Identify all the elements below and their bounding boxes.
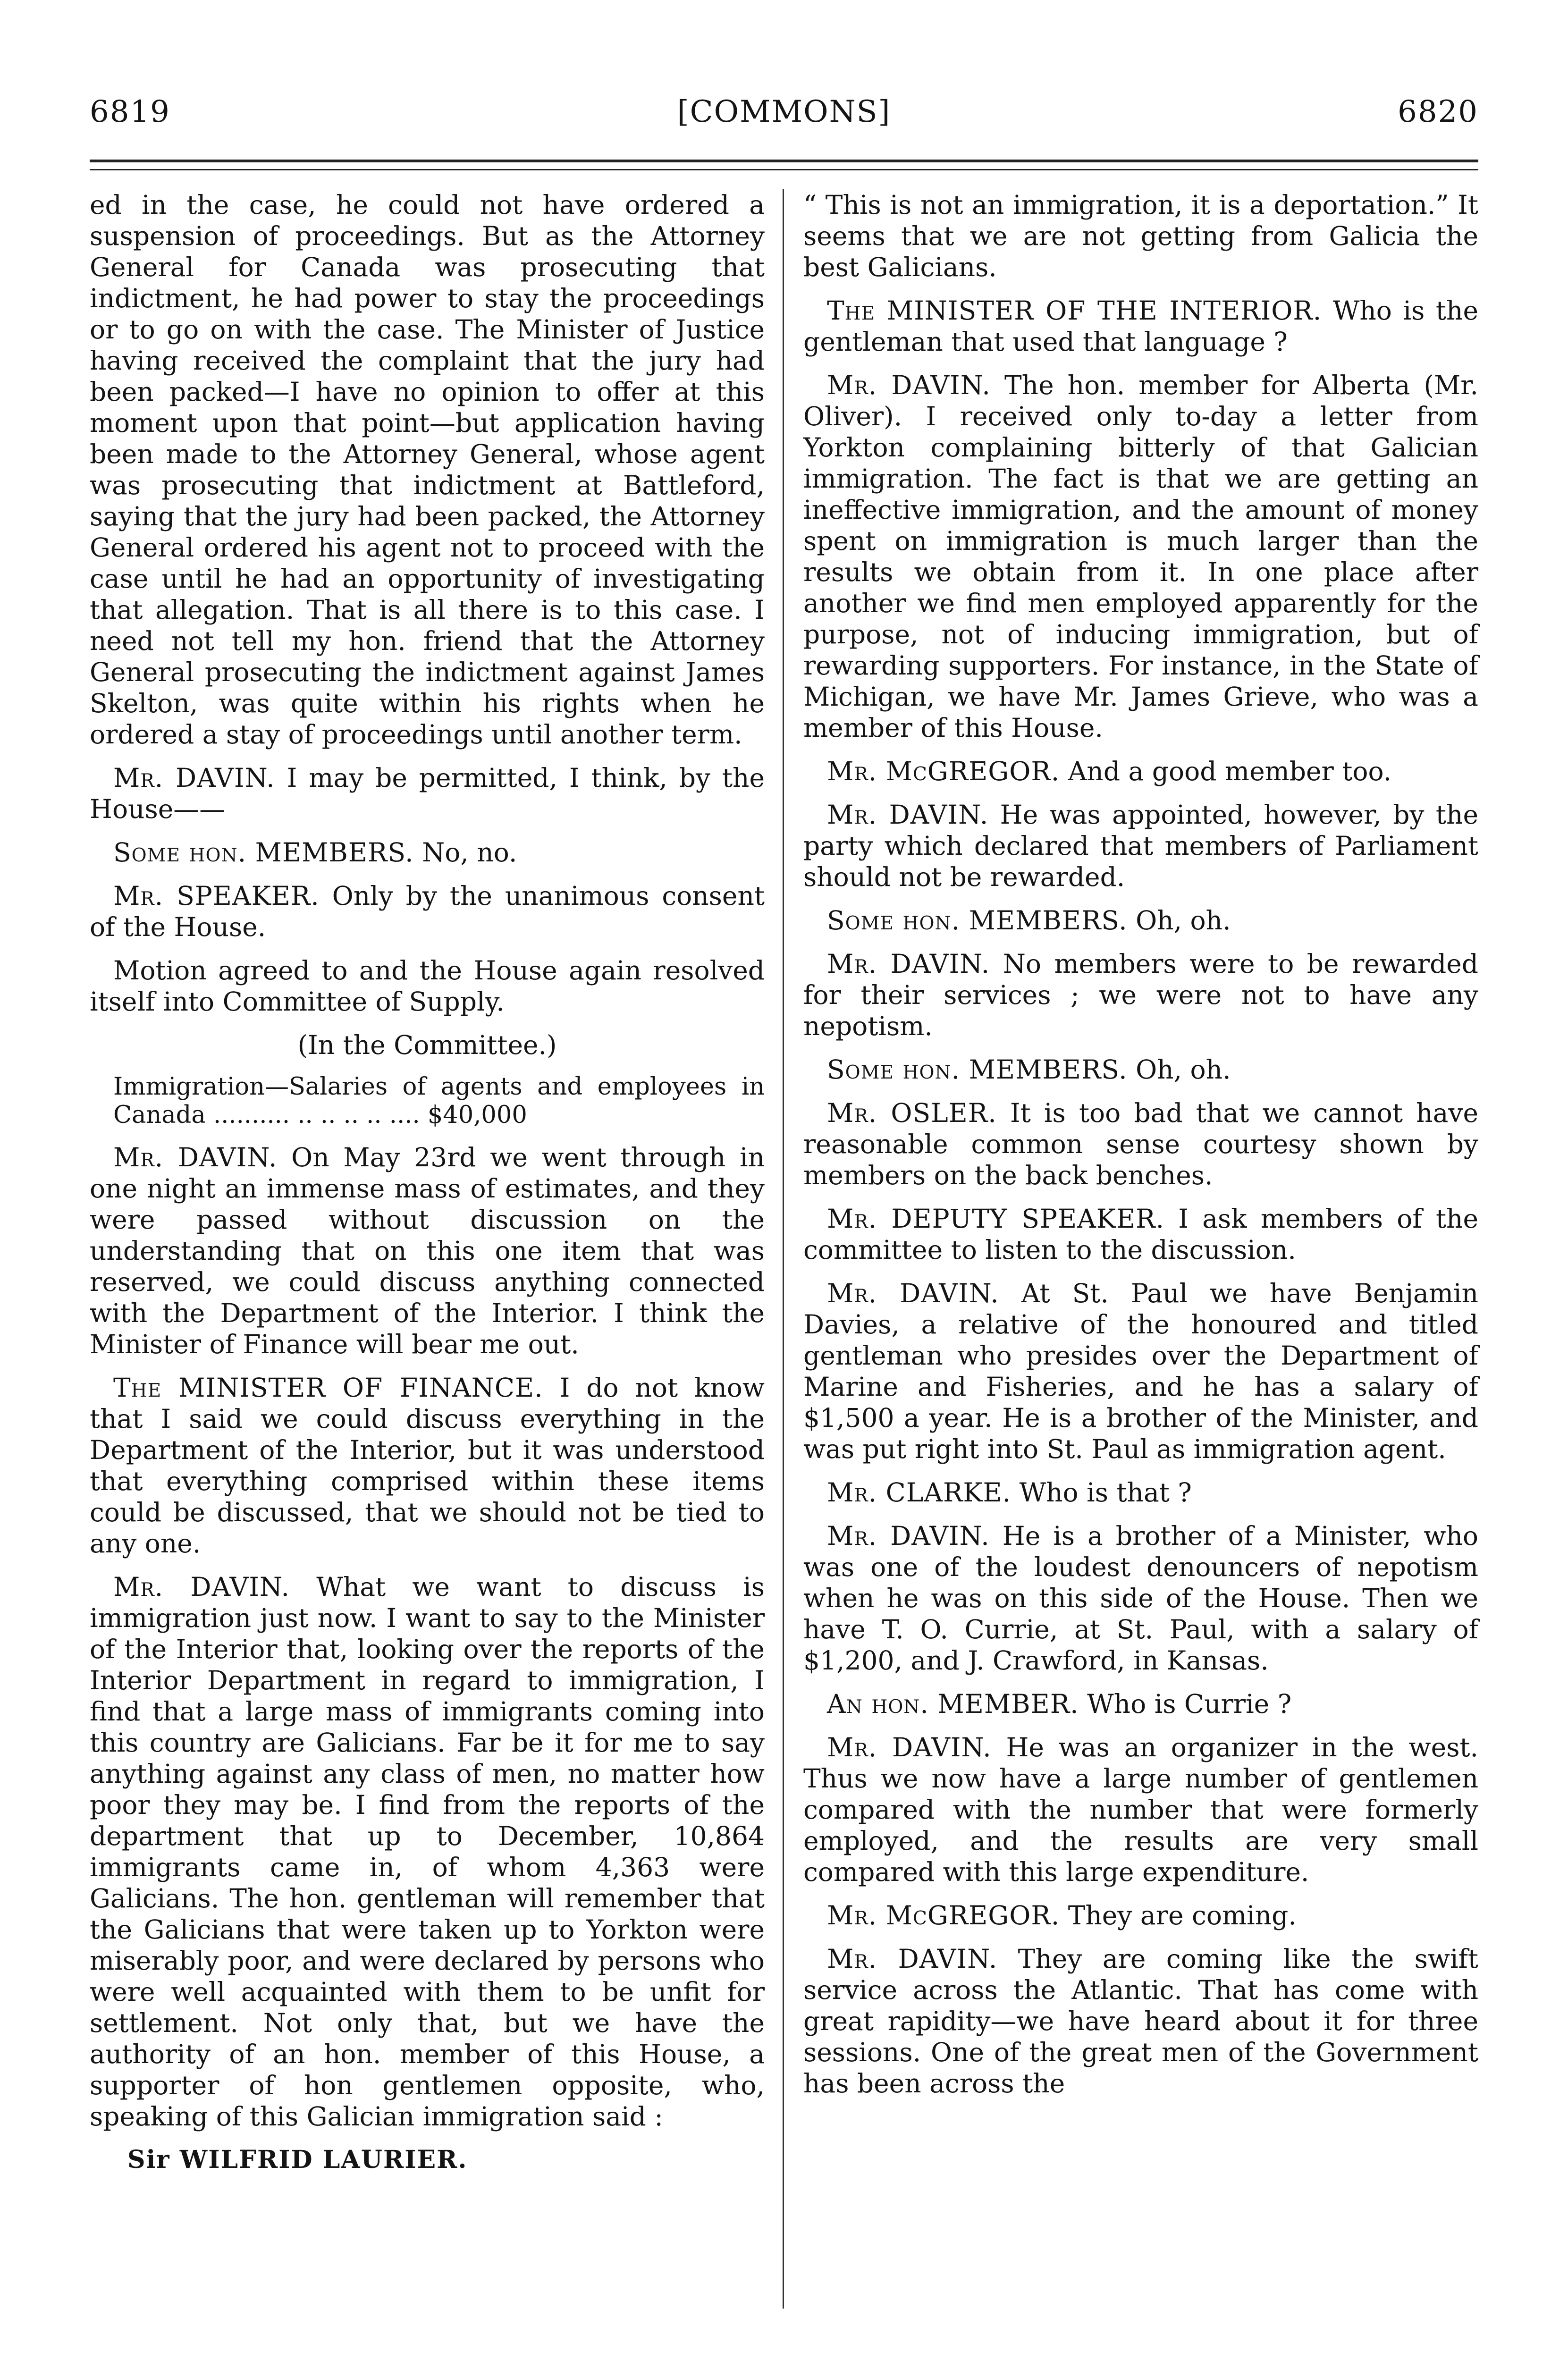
paragraph-text: Only by the unanimous consent of the House. [90, 881, 765, 942]
speaker-name: The MINISTER OF THE INTERIOR. [827, 295, 1322, 326]
paragraph [803, 1203, 1478, 1265]
catchword: Sir WILFRID LAURIER. [127, 2145, 468, 2174]
paragraph-text: The hon. member for Alberta (Mr. Oliver). I received only to-day a letter from Yorkton complaining bitterly of that Galician immigration. The fact is that we are getting an ineffective immigration, and the amount of money spent on immigration is much larger than the results we obtain from it. In one place after another we find men employed apparently for the purpose, not of inducing immigration, but of rewarding supporters. For instance, in the State of Michigan, we have Mr. James Grieve, who was a member of this House. [803, 370, 1478, 743]
paragraph [803, 948, 1478, 1042]
paragraph [803, 905, 1478, 936]
paragraph-text: He was appointed, however, by the party which declared that members of Parliament should not be rewarded. [803, 800, 1479, 892]
page-number-left: 6819 [90, 94, 170, 129]
page-number-right: 6820 [1398, 94, 1478, 129]
paragraph [90, 1142, 765, 1360]
paragraph [803, 1097, 1478, 1191]
column-divider [783, 189, 784, 2309]
speaker-name: Mr. CLARKE. [827, 1477, 1012, 1508]
paragraph [803, 189, 1478, 283]
speaker-name: Mr. DAVIN. [827, 1278, 999, 1308]
speaker-name: Mr. DAVIN. [113, 1572, 290, 1602]
paragraph [90, 1372, 765, 1559]
paragraph [803, 370, 1478, 743]
paragraph [803, 1477, 1478, 1508]
paragraph [803, 1688, 1478, 1719]
paragraph-text: Who is the gentleman that used that language ? [803, 295, 1478, 357]
paragraph-text: ed in the case, he could not have ordered a suspension of proceedings. But as the Attorney General for Canada was prosecuting that indictment, he had power to stay the proceedings or to go on with the case. The Minister of Justice having received the complaint that the jury had been packed—I have no opinion to offer at this moment upon that point—but application having been made to the Attorney General, whose agent was prosecuting that indictment at Battleford, saying that the jury had been packed, the Attorney General ordered his agent not to proceed with the case until he had an opportunity of investigating that allegation. That is all there is to this case. I need not tell my hon. friend that the Attorney General prosecuting the indictment against James Skelton, was quite within his rights when he ordered a stay of proceedings until another term. [90, 190, 765, 750]
paragraph-text: Oh, oh. [1136, 1054, 1231, 1085]
paragraph-text: Oh, oh. [1136, 905, 1231, 936]
right-column [803, 189, 1478, 2175]
paragraph-text: No, no. [422, 837, 517, 868]
paragraph-text: I ask members of the committee to listen to the discussion. [803, 1204, 1479, 1265]
paragraph [90, 189, 765, 750]
speaker-name: Mr. OSLER. [827, 1098, 997, 1128]
speaker-name: Mr. McGREGOR. [827, 756, 1060, 786]
paragraph-text: Who is Currie ? [1087, 1689, 1292, 1719]
paragraph-text: I do not know that I said we could discuss everything in the Department of the Interior, but it was understood that everything comprised within these items could be discussed, that we should not be tied to any one. [90, 1373, 765, 1559]
speaker-name: Some hon. MEMBERS. [827, 905, 1128, 936]
paragraph-text: (In the Committee.) [297, 1030, 557, 1060]
speaker-name: Mr. DAVIN. [827, 800, 989, 830]
paragraph [803, 799, 1478, 893]
speaker-name: Mr. DAVIN. [827, 1521, 990, 1551]
speaker-name: An hon. MEMBER. [827, 1689, 1079, 1719]
paragraph-text: They are coming like the swift service across the Atlantic. That has come with great rapidity—we have heard about it for three sessions. One of the great men of the Government has been across the [803, 1944, 1479, 2099]
paragraph [90, 1571, 765, 2132]
paragraph [90, 880, 765, 943]
paragraph [803, 1520, 1478, 1676]
speaker-name: Mr. DAVIN. [827, 949, 990, 979]
text-columns [90, 189, 1478, 2175]
paragraph [803, 1943, 1478, 2099]
speaker-name: The MINISTER OF FINANCE. [113, 1373, 543, 1403]
paragraph [803, 1054, 1478, 1085]
paragraph [90, 955, 765, 1017]
paragraph-text: And a good member too. [1068, 756, 1392, 786]
speaker-name: Mr. DAVIN. [827, 1732, 992, 1762]
paragraph-text: He was an organizer in the west. Thus we now have a large number of gentlemen compared with the number that were formerly employed, and the results are very small compared with this large expenditure. [803, 1732, 1478, 1887]
speaker-name: Mr. DEPUTY SPEAKER. [827, 1204, 1164, 1234]
header-rule-thin [90, 169, 1478, 170]
paragraph [803, 1278, 1478, 1465]
paragraph-text: Who is that ? [1019, 1477, 1192, 1508]
speaker-name: Mr. DAVIN. [827, 370, 991, 400]
paragraph [90, 762, 765, 825]
speaker-name: Mr. DAVIN. [113, 1142, 278, 1172]
paragraph-text: “ This is not an immigration, it is a deportation.” It seems that we are not getting from Galicia the best Galicians. [803, 190, 1478, 282]
left-column [90, 189, 765, 2175]
paragraph [803, 756, 1478, 787]
paragraph-text: No members were to be rewarded for their services ; we were not to have any nepotism. [803, 949, 1479, 1041]
header-rule [90, 160, 1478, 162]
paragraph-text: They are coming. [1068, 1900, 1297, 1930]
paragraph-text: At St. Paul we have Benjamin Davies, a relative of the honoured and titled gentleman who presides over the Department of Marine and Fisheries, and he has a salary of $1,500 a year. He is a brother of the Minister, and was put right into St. Paul as immigration agent. [803, 1278, 1479, 1464]
speaker-name: Mr. DAVIN. [827, 1944, 998, 1974]
paragraph [803, 295, 1478, 357]
paragraph [803, 1900, 1478, 1931]
paragraph [803, 1732, 1478, 1888]
running-title: [COMMONS] [677, 94, 891, 129]
page-header [90, 94, 1478, 146]
paragraph-text: He is a brother of a Minister, who was one of the loudest denouncers of nepotism when he was on this side of the House. Then we have T. O. Currie, at St. Paul, with a salary of $1,200, and J. Crawford, in Kansas. [803, 1521, 1479, 1676]
paragraph-text: I may be permitted, I think, by the House—— [90, 763, 765, 824]
speaker-name: Mr. McGREGOR. [827, 1900, 1060, 1930]
speaker-name: Mr. DAVIN. [113, 763, 275, 793]
speaker-name: Some hon. MEMBERS. [827, 1054, 1128, 1085]
speaker-name: Some hon. MEMBERS. [113, 837, 414, 868]
committee-heading [90, 1029, 765, 1061]
paragraph-text: What we want to discuss is immigration just now. I want to say to the Minister of the Interior that, looking over the reports of the Interior Department in regard to immigration, I find that a large mass of immigrants coming into this country are Galicians. Far be it for me to say anything against any class of men, no matter how poor they may be. I find from the reports of the department that up to December, 10,864 immigrants came in, of whom 4,363 were Galicians. The hon. gentleman will remember that the Galicians that were taken up to Yorkton were miserably poor, and were declared by persons who were well acquainted with them to be unfit for settlement. Not only that, but we have the authority of an hon. member of this House, a supporter of hon gentlemen opposite, who, speaking of this Galician immigration said : [90, 1572, 765, 2132]
paragraph-text: On May 23rd we went through in one night an immense mass of estimates, and they were passed without discussion on the understanding that on this one item that was reserved, we could discuss anything connected with the Department of the Interior. I think the Minister of Finance will bear me out. [90, 1142, 765, 1359]
paragraph-text: Immigration—Salaries of agents and employees in Canada .......... .. .. .. .. .... $40,000 [113, 1073, 765, 1129]
paragraph-text: Motion agreed to and the House again resolved itself into Committee of Supply. [90, 955, 765, 1017]
estimate-item [90, 1073, 765, 1129]
paragraph-text: It is too bad that we cannot have reasonable common sense courtesy shown by members on the back benches. [803, 1098, 1479, 1190]
speaker-name: Mr. SPEAKER. [113, 881, 320, 911]
paragraph [90, 837, 765, 868]
